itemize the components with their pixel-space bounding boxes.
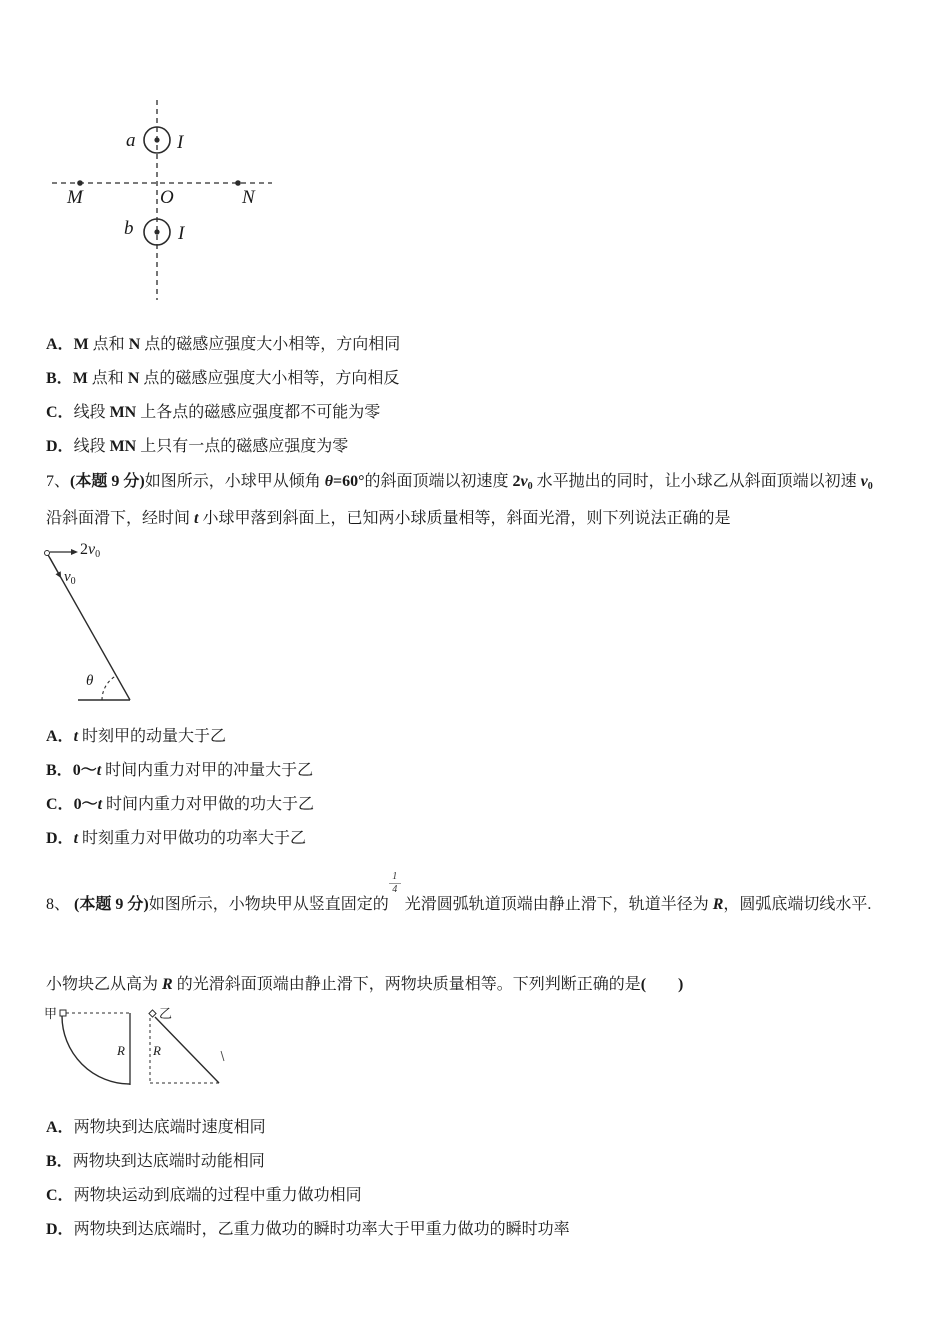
question-score: (本题 9 分) [74,896,149,913]
label-yi: 乙 [159,1006,173,1021]
radius-variable: R [712,896,724,913]
q7-option-c [46,795,314,815]
block-jia-icon [60,1010,66,1016]
option-text: 时刻重力对甲做功的功率大于乙 [78,830,307,847]
q8-stem-line-1 [46,871,872,920]
fraction-numerator: 1 [389,871,401,884]
label-i-top: I [177,132,184,153]
option-text: 点的磁感应强度大小相等，方向相反 [139,370,400,387]
option-text: 两物块到达底端时动能相同 [72,1153,265,1170]
option-text: 上各点的磁感应强度都不可能为零 [136,404,381,421]
option-text: 时间内重力对甲做的功大于乙 [102,796,315,813]
fraction-one-quarter [389,871,401,896]
question-number: 8、 [46,896,75,913]
label-i-bottom: I [178,223,185,244]
option-text: 点的磁感应强度大小相等，方向相同 [140,336,401,353]
option-letter: C． [46,796,74,813]
time-range-start: 0～ [72,762,97,779]
theta-symbol: θ [324,473,334,490]
option-letter: D． [46,1221,74,1238]
speed-variable: v [520,473,528,490]
figure-two-currents [40,95,290,305]
stray-mark [221,1051,224,1061]
q8-option-b [46,1152,265,1172]
option-letter: A． [46,728,74,745]
question-number: 7、 [46,473,71,490]
option-text: 点和 [88,336,129,353]
option-letter: B． [46,370,73,387]
option-text: 时间内重力对甲的冲量大于乙 [101,762,314,779]
stem-text: 沿斜面滑下，经时间 [46,510,195,527]
option-letter: C． [46,1187,74,1204]
time-variable: t [73,728,79,745]
stem-text: 小球甲落到斜面上，已知两小球质量相等，斜面光滑，则下列说法正确的是 [198,510,731,527]
q6-option-a [46,335,400,355]
label-v0: $v_0$ [64,569,76,587]
label-r-right: R [153,1043,161,1058]
point-m: M [73,336,89,353]
answer-blank: ( ) [640,976,684,993]
time-range-start: 0～ [73,796,98,813]
label-o: O [160,187,174,208]
speed-coefficient: 2 [512,473,521,490]
option-letter: B． [46,762,73,779]
option-text: 两物块到达底端时，乙重力做功的瞬时功率大于甲重力做功的瞬时功率 [73,1221,570,1238]
stem-text: 光滑圆弧轨道顶端由静止滑下，轨道半径为 [400,896,713,913]
current-b-dot [154,229,159,234]
option-letter: B． [46,1153,73,1170]
label-jia: 甲 [44,1006,58,1021]
option-text: 点和 [87,370,128,387]
q7-option-b [46,761,313,781]
option-text: 两物块到达底端时速度相同 [73,1119,266,1136]
q8-option-d [46,1220,570,1240]
arrowhead-icon [71,549,78,555]
stem-text: 小物块乙从高为 [46,976,163,993]
point-n: N [128,336,141,353]
option-letter: A． [46,1119,74,1136]
point-m-dot [77,180,83,186]
angle-value: =60° [333,473,365,490]
option-letter: D． [46,830,74,847]
point-n-dot [235,180,241,186]
q7-stem-line-2 [46,509,730,529]
stem-text: 水平抛出的同时，让小球乙从斜面顶端以初速 [532,473,861,490]
speed-subscript: 0 [867,481,873,492]
block-yi-icon [149,1010,156,1017]
q6-option-c [46,403,380,423]
point-m: M [72,370,88,387]
fraction-denominator: 4 [392,884,398,895]
option-text: 时刻甲的动量大于乙 [78,728,227,745]
speed-subscript: 0 [527,481,533,492]
time-variable: t [97,796,103,813]
option-text: 线段 [73,438,110,455]
label-2v0: 2v0 [80,541,101,560]
incline-velocity-arrow [50,558,59,574]
label-r-left: R [117,1043,125,1058]
option-text: 上只有一点的磁感应强度为零 [136,438,349,455]
segment-mn: MN [109,404,137,421]
segment-mn: MN [109,438,137,455]
option-text: 线段 [73,404,110,421]
current-a-dot [154,137,159,142]
stem-text: 如图所示，小球甲从倾角 [144,473,325,490]
option-letter: A． [46,336,74,353]
figure-incline [40,535,150,707]
label-a: a [126,130,136,151]
point-n: N [127,370,140,387]
q8-stem-line-2 [46,975,683,995]
stem-text: 的光滑斜面顶端由静止滑下，两物块质量相等。下列判断正确的是 [172,976,641,993]
speed-variable: v [860,473,868,490]
q7-option-a [46,727,226,747]
label-n: N [242,187,255,208]
option-letter: C． [46,404,74,421]
angle-arc [102,676,116,700]
q8-option-c [46,1186,362,1206]
time-variable: t [96,762,102,779]
question-score: (本题 9 分) [70,473,145,490]
label-theta: θ [86,673,94,689]
slope-surface [155,1017,219,1083]
time-variable: t [194,510,199,527]
stem-text: 如图所示，小物块甲从竖直固定的 [148,896,389,913]
q6-option-d [46,437,348,457]
q8-option-a [46,1118,266,1138]
option-letter: D． [46,438,74,455]
ball-icon [45,551,50,556]
time-variable: t [73,830,79,847]
q7-stem-line-1 [46,472,873,497]
q7-option-d [46,829,306,849]
stem-text: 的斜面顶端以初速度 [364,473,513,490]
option-text: 两物块运动到底端的过程中重力做功相同 [73,1187,362,1204]
label-m: M [67,187,83,208]
stem-text: ，圆弧底端切线水平. [723,896,872,913]
height-variable: R [162,976,173,993]
label-b: b [124,218,134,239]
figure-track-and-slope [40,1000,235,1092]
q6-option-b [46,369,399,389]
